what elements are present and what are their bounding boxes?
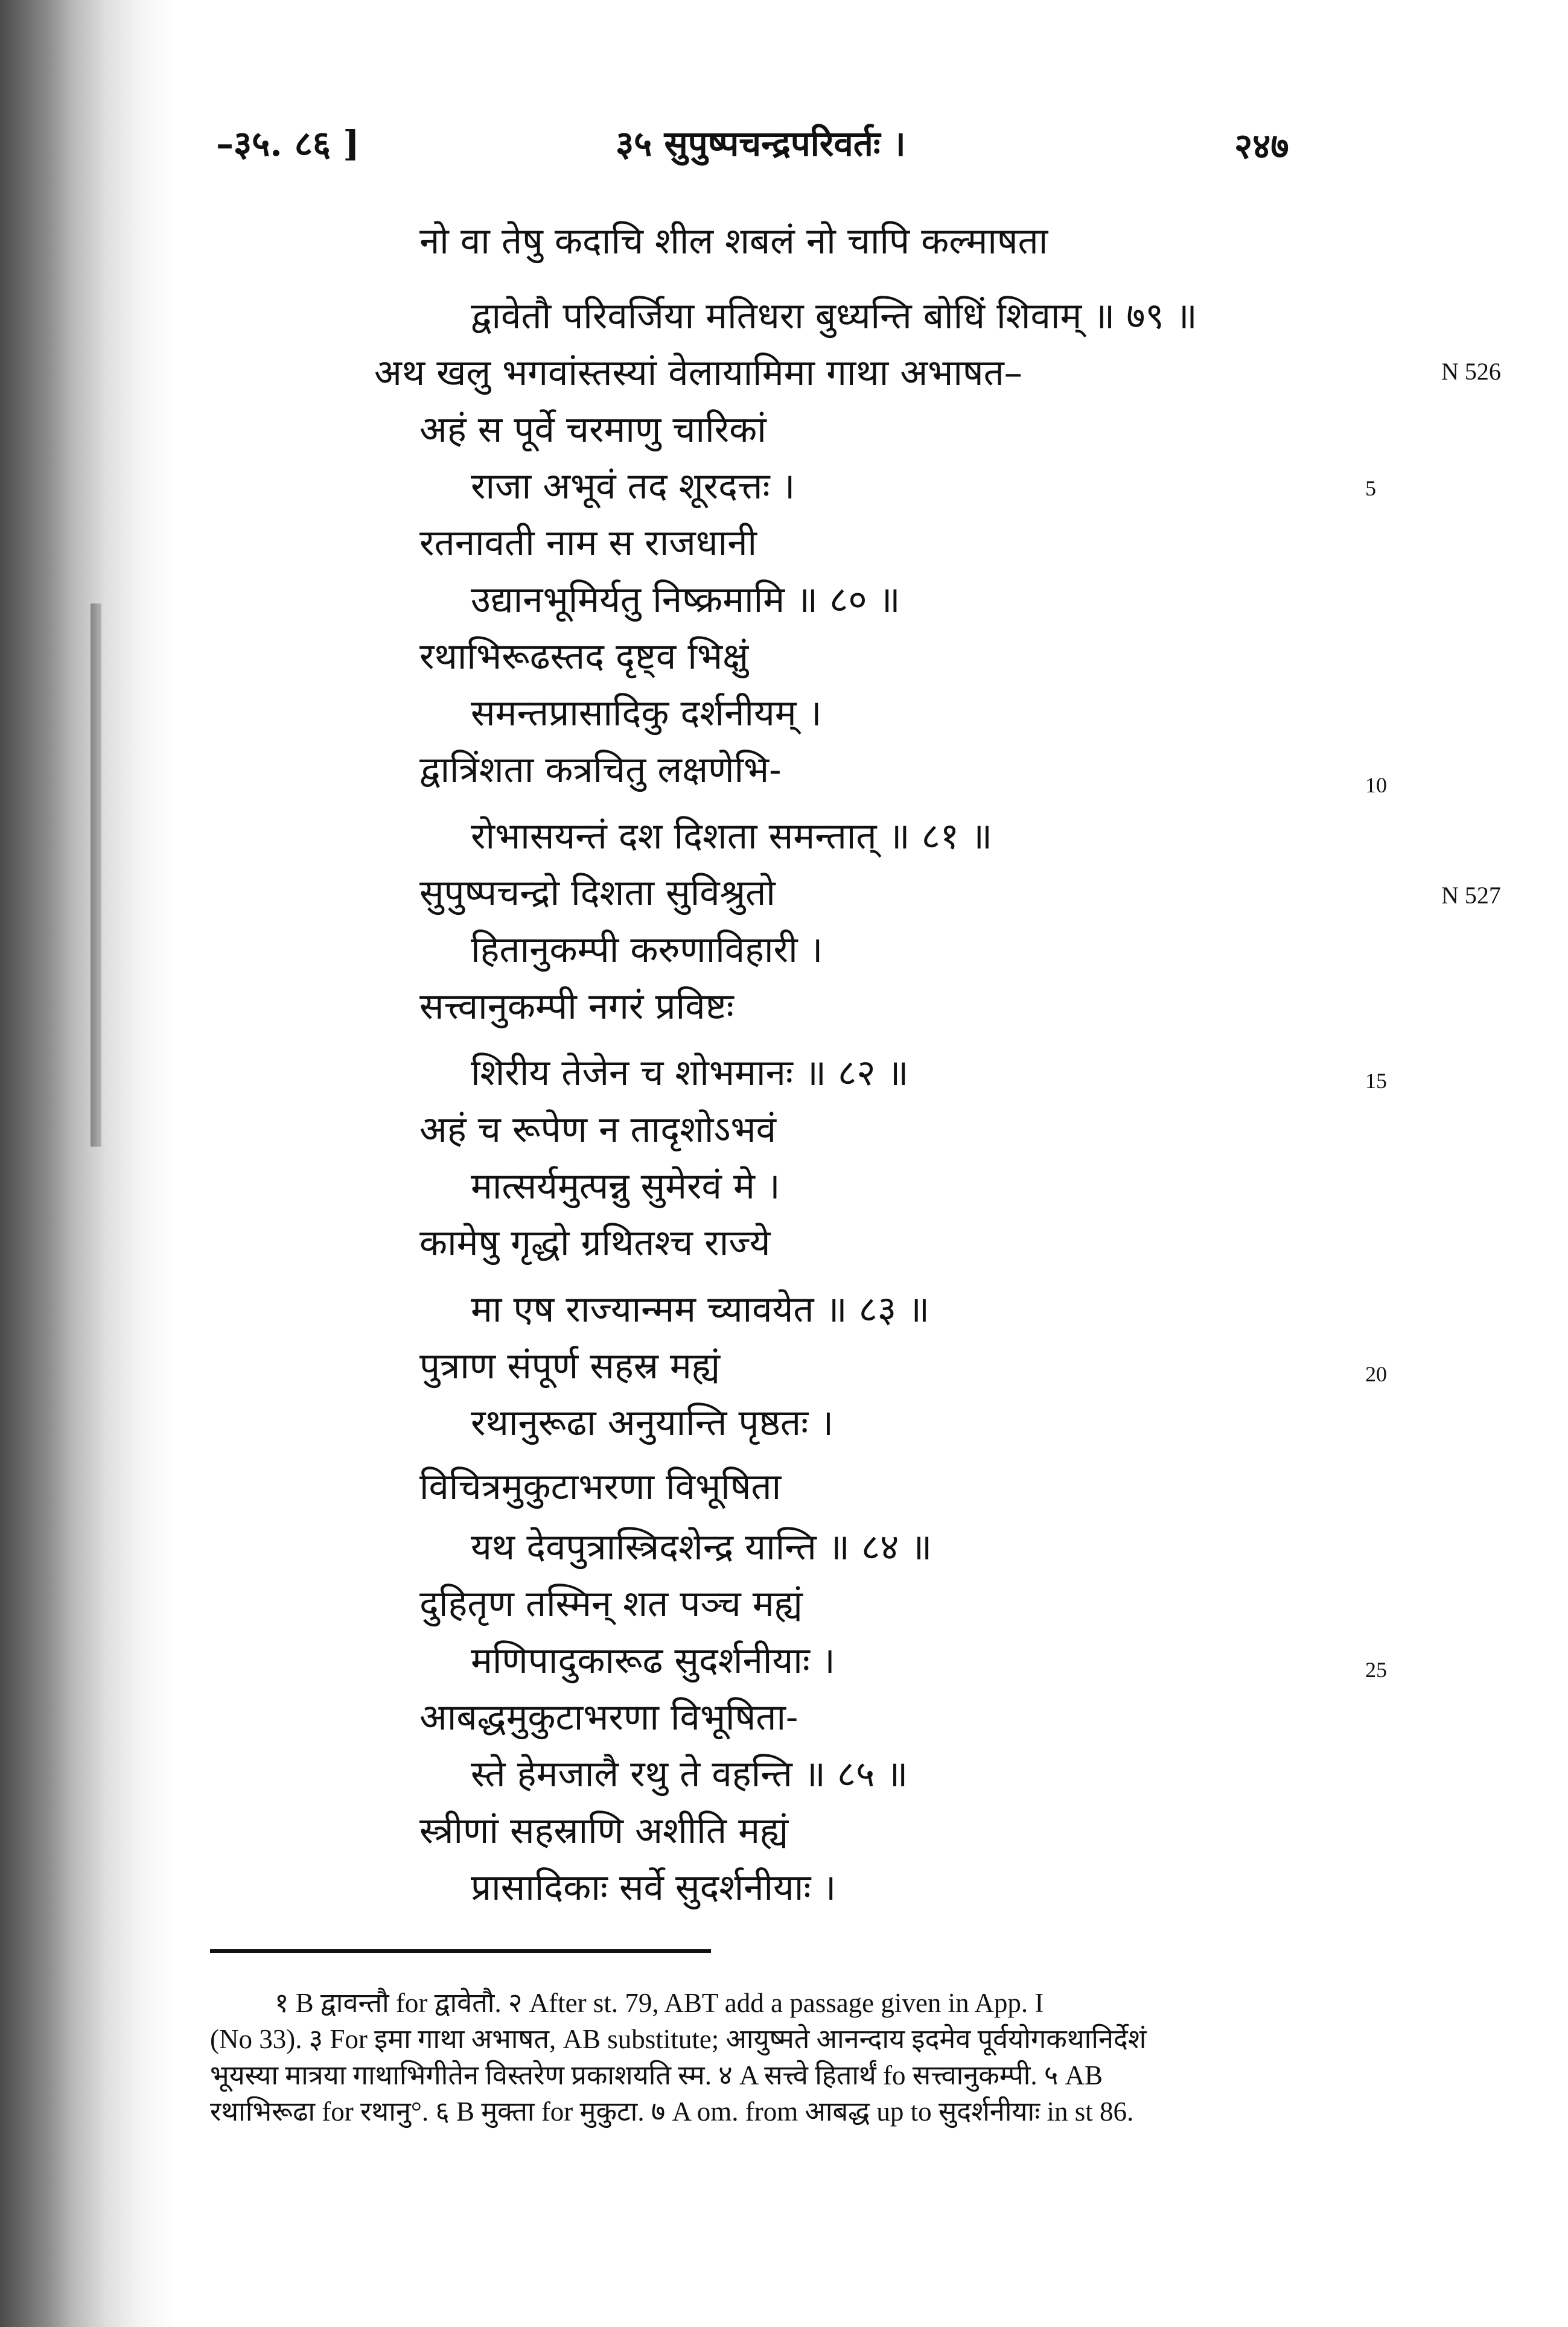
line-number: 10	[1365, 773, 1387, 797]
verse-line: सुपुष्पचन्द्रो दिशता सुविश्रुतो	[419, 872, 776, 914]
verse-line: नो वा तेषु कदाचि शील शबलं नो चापि कल्माषता	[419, 220, 1048, 263]
line-number: 20	[1365, 1362, 1387, 1386]
verse-line: स्ते हेमजालै रथु ते वहन्ति ॥ ८५ ॥	[471, 1753, 908, 1795]
verse-line: स्त्रीणां सहस्राणि अशीति मह्यं	[419, 1810, 789, 1852]
verse-line: मणिपादुकारूढ सुदर्शनीयाः ।	[471, 1640, 835, 1682]
book-binding-shadow	[0, 0, 181, 2327]
footnote-line: १ B द्वावन्तौ for द्वावेतौ. २ After st. 79, ABT add a passage given in App. I	[275, 1988, 1044, 2018]
verse-line: रतनावती नाम स राजधानी	[419, 522, 757, 564]
footnote-line: (No 33). ३ For इमा गाथा अभाषत, AB substitute; आयुष्मते आनन्दाय इदमेव पूर्वयोगकथानिर्देशं	[210, 2024, 1147, 2054]
footnote-rule	[210, 1949, 711, 1953]
line-number: 15	[1365, 1069, 1387, 1093]
verse-line: उद्यानभूमिर्यतु निष्क्रमामि ॥ ८० ॥	[471, 579, 900, 621]
line-number: 25	[1365, 1658, 1387, 1682]
verse-line: मात्सर्यमुत्पन्नु सुमेरवं मे ।	[471, 1165, 780, 1208]
verse-line: यथ देवपुत्रास्त्रिदशेन्द्र यान्ति ॥ ८४ ॥	[471, 1526, 932, 1568]
verse-line: मा एष राज्यान्मम च्यावयेत ॥ ८३ ॥	[471, 1288, 930, 1331]
manuscript-ref: N 526	[1441, 358, 1501, 385]
verse-line: समन्तप्रासादिकु दर्शनीयम् ।	[471, 692, 822, 734]
verse-line: द्वावेतौ परिवर्जिया मतिधरा बुध्यन्ति बोधिं शिवाम् ॥ ७९ ॥	[471, 295, 1197, 337]
line-number: 5	[1365, 476, 1376, 500]
running-header	[205, 118, 1400, 173]
verse-line: आबद्धमुकुटाभरणा विभूषिता-	[419, 1696, 798, 1739]
verse-line: अहं च रूपेण न तादृशोऽभवं	[419, 1109, 776, 1151]
verse-line: पुत्राण संपूर्ण सहस्र मह्यं	[419, 1345, 721, 1387]
footnote-line: भूयस्या मात्रया गाथाभिगीतेन विस्तरेण प्रकाशयति स्म. ४ A सत्त्वे हितार्थं fo सत्त्वानुकम्पी. ५ AB	[210, 2060, 1103, 2090]
verse-line: प्रासादिकाः सर्वे सुदर्शनीयाः ।	[471, 1867, 837, 1909]
verse-line: कामेषु गृद्धो ग्रथितश्च राज्ये	[419, 1222, 771, 1264]
header-verse-ref: –३५. ८६ ]	[216, 123, 360, 164]
verse-line: अहं स पूर्वे चरमाणु चारिकां	[419, 409, 766, 451]
verse-line: दुहितृण तस्मिन् शत पञ्च मह्यं	[419, 1583, 803, 1625]
verse-line: रोभासयन्तं दश दिशता समन्तात् ॥ ८१ ॥	[471, 815, 993, 858]
binding-streak	[91, 603, 101, 1147]
verse-line: विचित्रमुकुटाभरणा विभूषिता	[419, 1466, 782, 1508]
verse-line: सत्त्वानुकम्पी नगरं प्रविष्टः	[419, 985, 734, 1028]
footnote-line: रथाभिरूढा for रथानु°. ६ B मुक्ता for मुकुटा. ७ A om. from आबद्ध up to सुदर्शनीयाः in st 86.	[210, 2096, 1134, 2127]
manuscript-ref: N 527	[1441, 882, 1501, 909]
verse-line: राजा अभूवं तद शूरदत्तः ।	[471, 465, 795, 508]
verse-line: शिरीय तेजेन च शोभमानः ॥ ८२ ॥	[471, 1052, 909, 1094]
verse-line: रथानुरूढा अनुयान्ति पृष्ठतः ।	[471, 1402, 834, 1444]
verse-line: द्वात्रिंशता कत्रचितु लक्षणेभि-	[419, 749, 782, 791]
verse-line: रथाभिरूढस्तद दृष्ट्व भिक्षुं	[419, 635, 749, 678]
prose-line: अथ खलु भगवांस्तस्यां वेलायामिमा गाथा अभाषत–	[374, 352, 1022, 394]
header-chapter-title: ३५ सुपुष्पचन्द्रपरिवर्तः ।	[616, 123, 906, 164]
verse-line: हितानुकम्पी करुणाविहारी ।	[471, 929, 823, 971]
header-page-number: २४७	[1234, 126, 1289, 167]
